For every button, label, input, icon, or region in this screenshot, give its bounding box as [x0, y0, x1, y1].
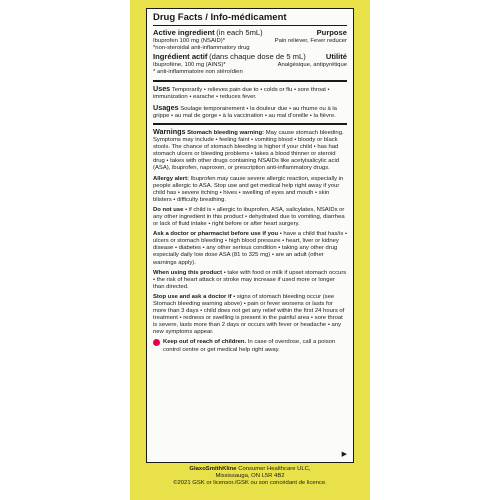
active-ingredient-footnote: *non-steroidal anti-inflammatory drug	[153, 45, 250, 52]
ask-doctor-label: Ask a doctor or pharmacist before use if you	[153, 231, 279, 238]
manufacturer-footer	[130, 466, 370, 488]
ingredient-actif-value: Ibuprofène, 100 mg (AINS)*	[153, 62, 226, 69]
do-not-use	[153, 207, 347, 228]
utilite-value: Analgésique, antipyrétique	[277, 62, 347, 69]
keep-out-of-reach	[153, 339, 347, 353]
usages-text: Soulage temporairement • la douleur due • au rhume ou à la grippe • au mal de gorge • à la vaccination • au mal d’oreille • la fièvre.	[153, 105, 337, 119]
when-using-label: When using this product	[153, 269, 223, 276]
stop-use-label: Stop use and ask a doctor if	[153, 293, 232, 300]
when-using	[153, 270, 347, 291]
uses-heading: Uses	[153, 83, 171, 93]
when-using-text: • take with food or milk if upset stomach occurs • the risk of heart attack or stroke may increase if used more or longer than directed.	[153, 269, 347, 290]
active-ingredient-heading: Active ingredient	[153, 28, 215, 37]
utilite-heading: Utilité	[325, 52, 347, 62]
allergy-alert-label: Allergy alert:	[153, 175, 190, 182]
drug-facts-title: Drug Facts / Info-médicament	[153, 12, 347, 26]
company-address: Mississauga, ON L5R 4B2	[215, 473, 285, 480]
uses-section	[153, 85, 347, 101]
usages-heading: Usages	[153, 102, 179, 112]
active-ingredient-heading-row	[153, 28, 347, 38]
copyright: ©2021 GSK or licensor./GSK ou son concédant de licence.	[173, 480, 327, 487]
stop-use-text: • signs of stomach bleeding occur (see Stomach bleeding warning above) • pain or fever worsens or lasts for more than 3 days • child does not get any relief within the first 24 hours of treatment • redness or swelling is present in the painful area • sore throat is severe, lasts more than 2 days or occurs with fever or headache • any new symptoms appear.	[153, 293, 345, 336]
active-ingredient-value: Ibuprofen 100 mg (NSAID)*	[153, 38, 226, 45]
ingredient-actif-footnote: * anti-inflammatoire non stéroïdien	[153, 69, 243, 76]
ask-doctor-text: • have a child that has/is • ulcers or stomach bleeding • high blood pressure • heart, liver or kidney disease • diabetes • any other serious condition • taking any other drug especially daily low dose ASA (81 to 325 mg) • are an adult (other warnings apply).	[153, 231, 348, 266]
active-ingredient-row	[153, 38, 347, 45]
company-rest: Consumer Healthcare ULC,	[238, 466, 311, 472]
allergy-alert-text: Ibuprofen may cause severe allergic reaction, especially in people allergic to ASA. Stop use and get medical help right away if your child has • severe itching • hives • swelling of eyes and mouth • skin blisters • difficulty breathing.	[153, 175, 344, 203]
ingredient-actif-row	[153, 62, 347, 69]
stomach-warning-text: May cause stomach bleeding. Symptoms may include • feeling faint • vomiting blood • bloody or black stools. The chance of stomach bleeding is higher if your child • has had stomach ulcers or bleeding problems • takes a blood thinner or steroid drug • takes with other drugs containing NSAIDs like acetylsalicylic acid (ASA), ibuprofen, naproxen, or prescription anti-inflammatory drugs.	[153, 129, 344, 172]
purpose-heading: Purpose	[316, 28, 347, 37]
stomach-warning	[153, 128, 347, 173]
do-not-use-label: Do not use	[153, 206, 184, 213]
stop-use	[153, 294, 347, 337]
ingredient-actif-heading: Ingrédient actif	[153, 52, 208, 62]
ingredient-actif-heading-row	[153, 52, 347, 62]
keep-out-text: In case of overdose, call a poison control centre or get medical help right away.	[163, 339, 336, 353]
section-divider	[153, 123, 347, 125]
section-divider	[153, 80, 347, 82]
warning-dot-icon	[153, 339, 160, 346]
ingredient-actif-note: (dans chaque dose de 5 mL)	[209, 52, 306, 62]
usages-section	[153, 104, 347, 120]
keep-out-label: Keep out of reach of children.	[163, 339, 247, 346]
do-not-use-text: • if child is • allergic to ibuprofen, ASA, salicylates, NSAIDs or any other ingredient in this product • dehydrated due to vomiting, diarrhea or lack of fluid intake • right before or after heart surgery.	[153, 206, 345, 228]
drug-facts-box	[146, 8, 354, 463]
allergy-alert	[153, 176, 347, 204]
company-name: GlaxoSmithKline	[189, 466, 237, 472]
ask-doctor	[153, 231, 347, 266]
stomach-warning-label: Stomach bleeding warning:	[187, 129, 265, 136]
continue-arrow-icon: ▶	[341, 450, 347, 458]
active-ingredient-note: (in each 5mL)	[216, 28, 263, 37]
warnings-heading: Warnings	[153, 126, 186, 136]
purpose-value: Pain reliever, Fever reducer	[274, 38, 347, 45]
uses-text: Temporarily • relieves pain due to • colds or flu • sore throat • immunization • earache • reduces fever.	[153, 86, 330, 100]
